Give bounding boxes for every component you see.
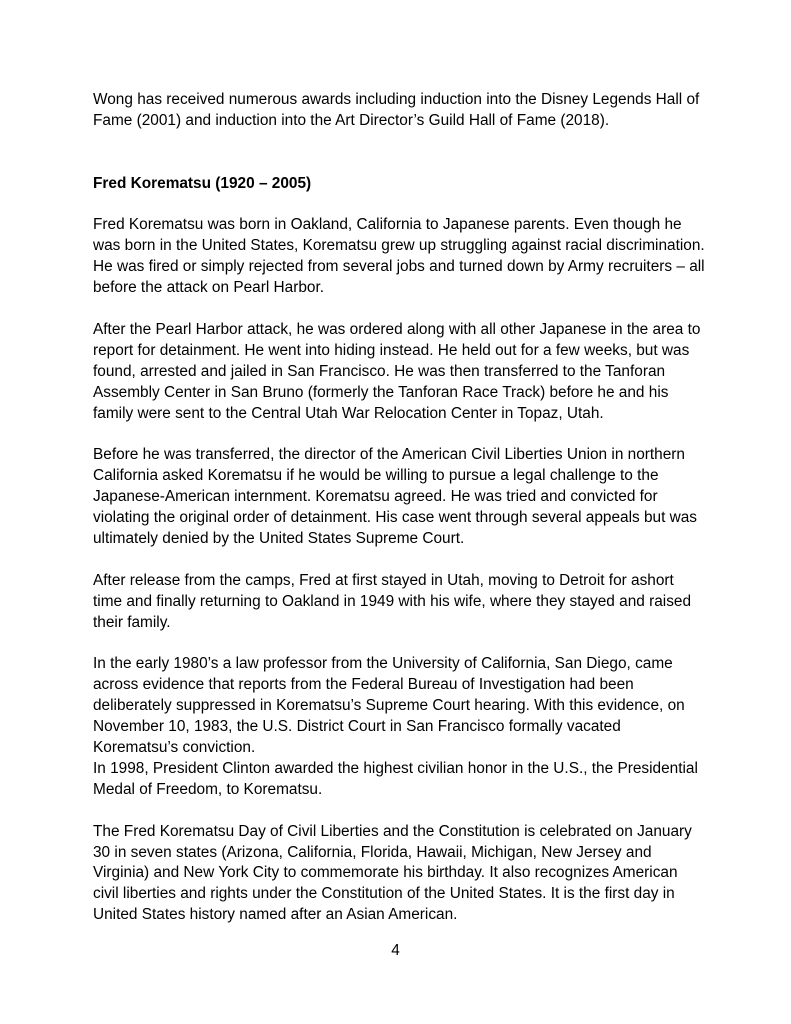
page-number: 4 (391, 942, 400, 959)
body-paragraph: Fred Korematsu was born in Oakland, California to Japanese parents. Even though he was born in the United States, Korematsu grew up struggling against racial discrimination. He was fired or simply rejected from several jobs and turned down by Army recruiters – all before the attack on Pearl Harbor. (93, 216, 705, 297)
intro-paragraph: Wong has received numerous awards including induction into the Disney Legends Hall of Fame (2001) and induction into the Art Director’s Guild Hall of Fame (2018). (93, 91, 700, 129)
body-paragraph: After the Pearl Harbor attack, he was ordered along with all other Japanese in the area to report for detainment. He went into hiding instead. He held out for a few weeks, but was found, arrested and jailed in San Francisco. He was then transferred to the Tanforan Assembly Center in San Bruno (formerly the Tanforan Race Track) before he and his family were sent to the Central Utah War Relocation Center in Topaz, Utah. (93, 320, 701, 422)
section-heading: Fred Korematsu (1920 – 2005) (93, 174, 312, 192)
body-paragraph: In the early 1980’s a law professor from the University of California, San Diego, came across evidence that reports from the Federal Bureau of Investigation had been deliberately suppressed in Korematsu’s Supreme Court hearing. With this evidence, on November 10, 1983, the U.S. District Court in San Francisco formally vacated Korematsu’s conviction. (93, 655, 685, 756)
body-paragraph: The Fred Korematsu Day of Civil Liberties and the Constitution is celebrated on January 30 in seven states (Arizona, California, Florida, Hawaii, Michigan, New Jersey and Virginia) and New York City to commemorate his birthday. It also recognizes American civil liberties and rights under the Constitution of the United States. It is the first day in United States history named after an Asian American. (93, 822, 692, 924)
body-paragraph: After release from the camps, Fred at first stayed in Utah, moving to Detroit for ashort time and finally returning to Oakland in 1949 with his wife, where they stayed and raised their family. (93, 571, 692, 631)
page-content (93, 90, 705, 947)
body-paragraph: In 1998, President Clinton awarded the highest civilian honor in the U.S., the Presidential Medal of Freedom, to Korematsu. (93, 759, 698, 798)
body-paragraph: Before he was transferred, the director of the American Civil Liberties Union in northern California asked Korematsu if he would be willing to pursue a legal challenge to the Japanese-American internment. Korematsu agreed. He was tried and convicted for violating the original order of detainment. His case went through several appeals but was ultimately denied by the United States Supreme Court. (93, 446, 697, 547)
